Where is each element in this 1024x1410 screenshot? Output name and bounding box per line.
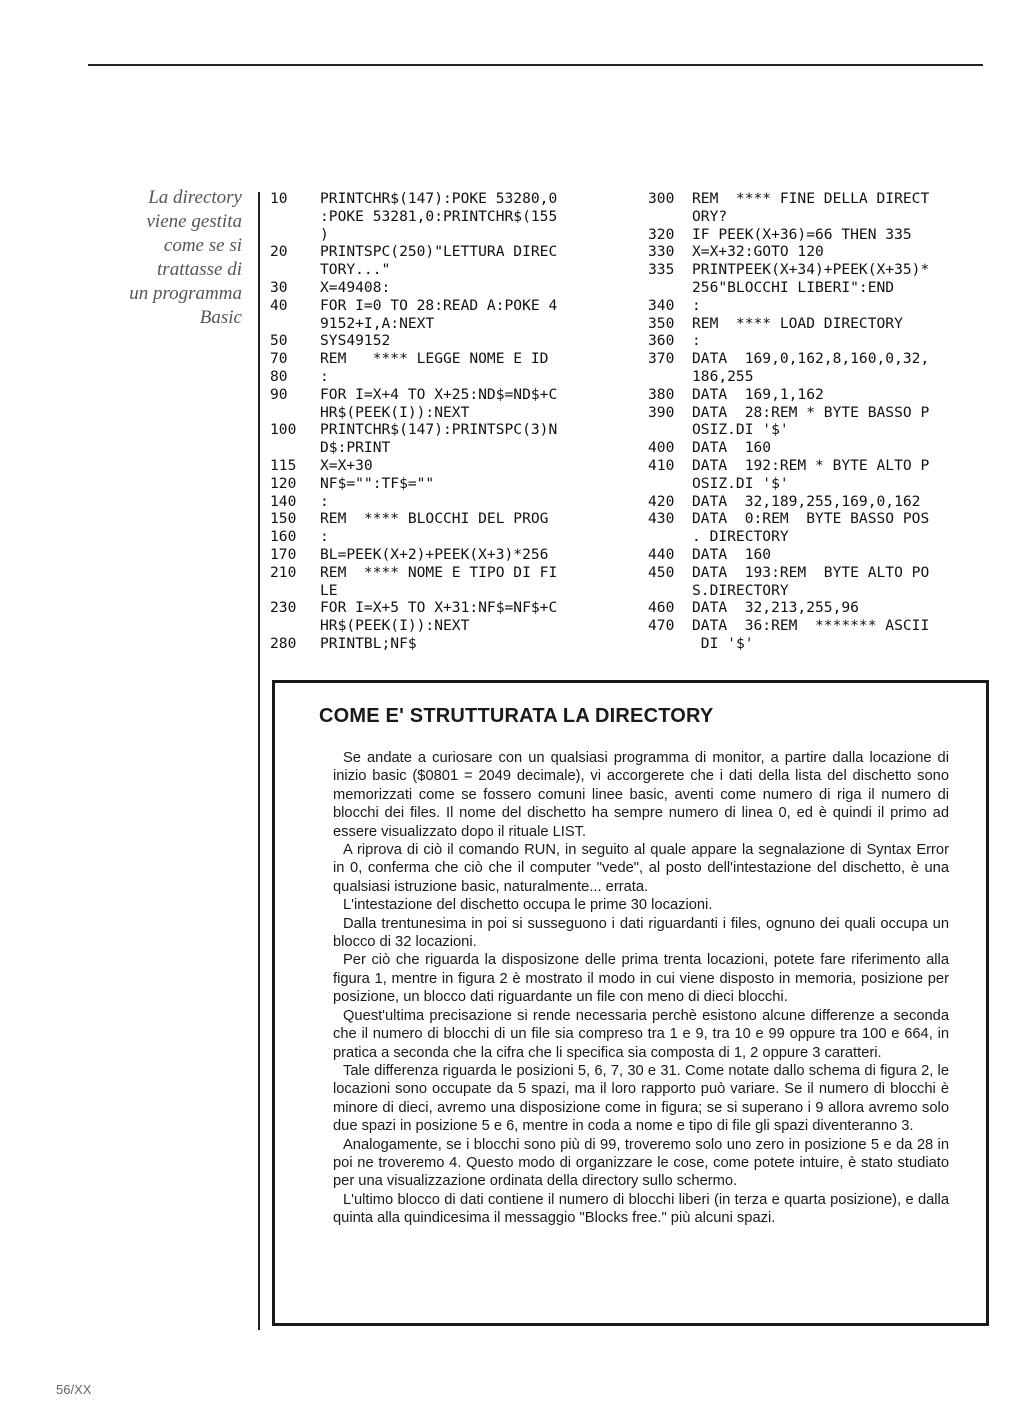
basic-listing-left (270, 190, 630, 653)
box-title: COME E' STRUTTURATA LA DIRECTORY (319, 705, 714, 727)
line-number: 30 (270, 278, 288, 296)
line-number: 400 (648, 439, 675, 457)
line-number: 340 (648, 296, 675, 314)
code-text: DATA 32,189,255,169,0,162 (692, 492, 921, 510)
box-paragraph: Analogamente, se i blocchi sono più di 99, troveremo solo uno zero in posizione 5 e da 28 in poi ne troveremo 4. Questo modo di organizzare le cose, come potete intuire, è stato studiato per una visualizzazione ordinata della directory sullo schermo. (333, 1136, 949, 1190)
code-text: DATA 36:REM ******* ASCII DI '$' (692, 617, 930, 652)
code-line (270, 475, 630, 493)
line-number: 140 (270, 492, 297, 510)
code-text: FOR I=0 TO 28:READ A:POKE 4 9152+I,A:NEXT (320, 296, 558, 332)
code-text: PRINTPEEK(X+34)+PEEK(X+35)* 256"BLOCCHI LIBERI":END (692, 261, 930, 296)
column-divider (258, 192, 260, 1330)
line-number: 330 (648, 243, 675, 261)
code-line (648, 564, 993, 600)
code-line (648, 493, 993, 511)
code-line (270, 243, 630, 279)
box-paragraph: Quest'ultima precisazione si rende necessaria perchè esistono alcune differenze a seconda che il numero di blocchi di un file sia compreso tra 1 e 9, tra 10 e 99 oppure tra 100 e 664, in pratica a seconda che la cifra che li specifica sia composta di 1, 2 oppure 3 caratteri. (333, 1007, 949, 1061)
code-text: NF$="":TF$="" (320, 474, 435, 492)
code-line (648, 243, 993, 261)
code-line (648, 226, 993, 244)
code-text: SYS49152 (320, 332, 391, 350)
code-line (648, 439, 993, 457)
code-text: : (320, 492, 329, 510)
code-text: DATA 169,0,162,8,160,0,32, 186,255 (692, 350, 930, 385)
code-line (270, 457, 630, 475)
side-caption-line: La directory (148, 187, 242, 208)
code-text: IF PEEK(X+36)=66 THEN 335 (692, 225, 912, 243)
code-text: PRINTSPC(250)"LETTURA DIREC TORY..." (320, 243, 558, 279)
box-body (333, 749, 949, 1228)
side-caption (100, 186, 242, 330)
line-number: 20 (270, 243, 288, 261)
line-number: 350 (648, 314, 675, 332)
line-number: 115 (270, 456, 297, 474)
line-number: 230 (270, 599, 297, 617)
code-text: DATA 160 (692, 545, 772, 563)
line-number: 90 (270, 385, 288, 403)
side-caption-line: trattasse di (157, 259, 242, 280)
box-paragraph: Dalla trentunesima in poi si susseguono i dati riguardanti i files, ognuno dei quali occupa un blocco di 32 locazioni. (333, 915, 949, 951)
box-paragraph: Per ciò che riguarda la disposizone delle prima trenta locazioni, potete fare riferimento alla figura 1, mentre in figura 2 è mostrato il modo in cui viene disposto in memoria, posizione per posizione, un blocco dati riguardante un file con meno di dieci blocchi. (333, 952, 949, 1006)
box-paragraph: L'ultimo blocco di dati contiene il numero di blocchi liberi (in terza e quarta posizione), e dalla quinta alla quindicesima il messaggio "Blocks free." più alcuni spazi. (333, 1191, 949, 1227)
side-caption-line: come se si (163, 235, 242, 256)
line-number: 50 (270, 332, 288, 350)
code-text: PRINTCHR$(147):POKE 53280,0 :POKE 53281,0:PRINTCHR$(155 ) (320, 190, 558, 243)
code-text: FOR I=X+5 TO X+31:NF$=NF$+C HR$(PEEK(I)):NEXT (320, 599, 558, 635)
code-line (270, 599, 630, 635)
code-text: REM **** LOAD DIRECTORY (692, 314, 903, 332)
line-number: 335 (648, 261, 675, 279)
side-caption-line: un programma (129, 283, 242, 304)
code-text: REM **** BLOCCHI DEL PROG (320, 510, 549, 528)
code-line (270, 564, 630, 600)
code-text: DATA 0:REM BYTE BASSO POS . DIRECTORY (692, 510, 930, 546)
line-number: 70 (270, 350, 288, 368)
side-caption-line: Basic (199, 307, 242, 328)
code-line (270, 510, 630, 528)
line-number: 280 (270, 634, 297, 652)
code-line (270, 528, 630, 546)
code-line (648, 386, 993, 404)
line-number: 100 (270, 421, 297, 439)
code-text: : (320, 528, 329, 546)
code-text: X=49408: (320, 278, 391, 296)
box-paragraph: Tale differenza riguarda le posizioni 5, 6, 7, 30 e 31. Come notate dallo schema di figura 2, le locazioni sono occupate da 5 spazi, ma il loro rapporto può variare. Se il numero di blocchi è minore di dieci, avremo una disposizione come in figura; se si superano i 9 allora avremo solo due spazi in posizione 5 e 6, mentre in coda a nome e tipo di file gli spazi diventeranno 3. (333, 1062, 949, 1135)
line-number: 80 (270, 367, 288, 385)
code-line (270, 350, 630, 368)
code-text: PRINTCHR$(147):PRINTSPC(3)N D$:PRINT (320, 421, 558, 457)
code-text: : (692, 296, 701, 314)
code-line (270, 493, 630, 511)
line-number: 370 (648, 350, 675, 368)
code-text: PRINTBL;NF$ (320, 634, 417, 652)
box-paragraph: A riprova di ciò il comando RUN, in seguito al quale appare la segnalazione di Syntax Error in 0, conferma che ciò che il computer "vede", al posto dell'intestazione del dischetto, è una qualsiasi istruzione basic, naturalmente... errata. (333, 842, 949, 895)
code-line (270, 297, 630, 333)
line-number: 420 (648, 492, 675, 510)
line-number: 470 (648, 617, 675, 635)
code-text: X=X+32:GOTO 120 (692, 243, 824, 261)
code-line (270, 386, 630, 422)
code-text: DATA 28:REM * BYTE BASSO P OSIZ.DI '$' (692, 403, 930, 439)
code-text: DATA 169,1,162 (692, 385, 824, 403)
code-line (270, 368, 630, 386)
code-line (648, 190, 993, 226)
directory-info-box (272, 680, 989, 1326)
code-line (648, 350, 993, 386)
code-line (648, 332, 993, 350)
code-line (270, 190, 630, 243)
code-text: DATA 160 (692, 439, 772, 457)
code-line (648, 546, 993, 564)
line-number: 380 (648, 385, 675, 403)
line-number: 120 (270, 474, 297, 492)
code-text: REM **** NOME E TIPO DI FI LE (320, 563, 558, 599)
code-line (648, 617, 993, 653)
code-line (648, 261, 993, 297)
code-text: REM **** LEGGE NOME E ID (320, 350, 549, 368)
code-line (648, 315, 993, 333)
side-caption-line: viene gestita (146, 211, 242, 232)
code-line (648, 297, 993, 315)
code-line (648, 599, 993, 617)
line-number: 210 (270, 563, 297, 581)
box-paragraph: Se andate a curiosare con un qualsiasi programma di monitor, a partire dalla locazione di inizio basic ($0801 = 2049 decimale), vi accorgerete che i dati della lista del dischetto sono memorizzati come se fossero comuni linee basic, aventi come numero di riga il numero di blocchi dei files. Il nome del dischetto ha sempre numero di linea 0, ed è quindi il primo ad essere visualizzato dopo il rituale LIST. (333, 750, 949, 840)
code-text: DATA 193:REM BYTE ALTO PO S.DIRECTORY (692, 563, 930, 599)
code-text: X=X+30 (320, 456, 373, 474)
code-line (270, 279, 630, 297)
code-line (648, 457, 993, 493)
line-number: 160 (270, 528, 297, 546)
line-number: 150 (270, 510, 297, 528)
code-text: REM **** FINE DELLA DIRECT ORY? (692, 190, 930, 225)
line-number: 460 (648, 599, 675, 617)
code-text: : (692, 332, 701, 350)
code-text: DATA 192:REM * BYTE ALTO P OSIZ.DI '$' (692, 456, 930, 492)
line-number: 300 (648, 190, 675, 207)
line-number: 170 (270, 545, 297, 563)
code-text: DATA 32,213,255,96 (692, 599, 859, 617)
line-number: 10 (270, 190, 288, 207)
code-line (648, 404, 993, 440)
top-rule (88, 64, 983, 66)
line-number: 450 (648, 563, 675, 581)
code-line (270, 421, 630, 457)
line-number: 440 (648, 545, 675, 563)
code-line (270, 546, 630, 564)
box-paragraph: L'intestazione del dischetto occupa le prime 30 locazioni. (343, 897, 713, 914)
page-number: 56/XX (56, 1382, 92, 1397)
code-text: : (320, 367, 329, 385)
line-number: 430 (648, 510, 675, 528)
line-number: 390 (648, 403, 675, 421)
code-line (270, 635, 630, 653)
line-number: 320 (648, 225, 675, 243)
code-text: BL=PEEK(X+2)+PEEK(X+3)*256 (320, 545, 549, 563)
code-line (648, 510, 993, 546)
line-number: 410 (648, 456, 675, 474)
line-number: 360 (648, 332, 675, 350)
line-number: 40 (270, 296, 288, 314)
code-line (270, 332, 630, 350)
code-text: FOR I=X+4 TO X+25:ND$=ND$+C HR$(PEEK(I)):NEXT (320, 385, 558, 421)
basic-listing-right (648, 190, 993, 653)
